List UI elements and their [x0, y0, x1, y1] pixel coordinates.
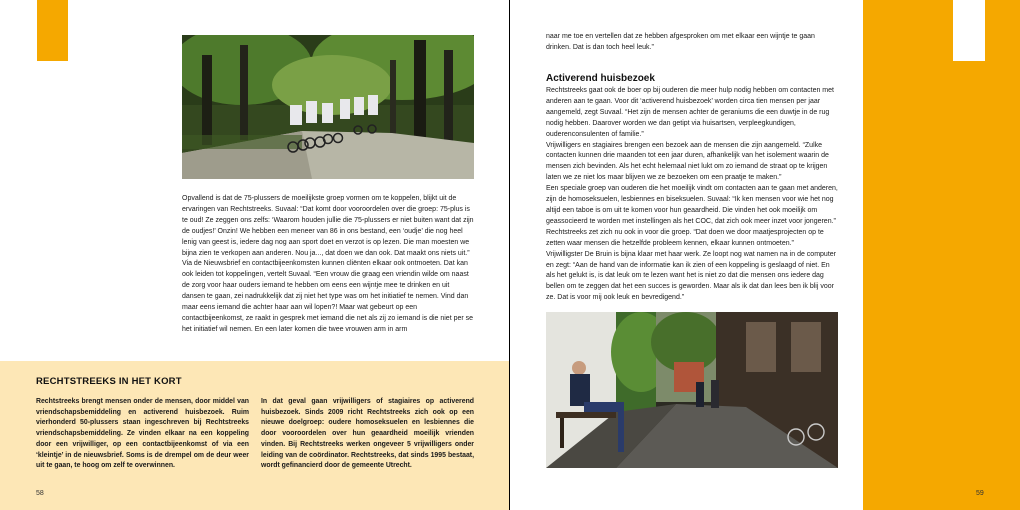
photo-cyclists-forest-road [182, 35, 474, 179]
summary-box-column-1: Rechtstreeks brengt mensen onder de mensen, door middel van vriendschapsbemiddeling en activerend huisbezoek. Ruim vierhonderd 50-plussers staan ingeschreven bij Rechtstreeks vriendschapsbemiddeling. Ze vinden elkaar na een koppeling door een vrijwilliger, op een contactbijeenkomst of via een ‘kleintje’ in de nieuwsbrief. Soms is de drempel om de deur weer uit te gaan, te hoog om zelf te overwinnen. [36, 398, 249, 470]
cyclists-photo-illustration [182, 35, 474, 179]
right-paragraph: Rechtstreeks gaat ook de boer op bij ouderen die meer hulp nodig hebben om contacten met anderen aan te gaan. Voor dit ‘activerend huisbezoek’ worden circa tien mensen per jaar aangemeld, zegt Suvaal. “Het zijn de mensen achter de geraniums die een duwtje in de rug nodig hebben. Daarover worden we dan getipt via huisartsen, verpleegkundigen, ouderenconsulenten of familie.” [546, 87, 834, 138]
street-photo-illustration [546, 312, 838, 468]
right-page [510, 0, 1020, 510]
left-page [0, 0, 509, 510]
right-top-text: naar me toe en vertellen dat ze hebben afgesproken om met elkaar een wijntje te gaan drinken. Dat is dan toch heel leuk.” [546, 33, 815, 51]
photo-man-on-bench-street [546, 312, 838, 468]
summary-box-column-2: In dat geval gaan vrijwilligers of stagiaires op activerend huisbezoek. Sinds 2009 richt Rechtstreeks zich ook op een nieuwe doelgroep: oudere homoseksuelen en lesbiennes die door vooroordelen over hun geaardheid moeilijk vrienden vinden. Bij Rechtstreeks werken ongeveer 5 vrijwilligers onder leiding van de coördinator. Rechtstreeks, dat sinds 1995 bestaat, wordt gefinancierd door de gemeente Utrecht. [261, 398, 474, 470]
right-paragraph: Vrijwilligers en stagiaires brengen een bezoek aan de mensen die zijn aangemeld. “Zulke contacten kunnen drie maanden tot een jaar duren, afhankelijk van het isolement waarin de mensen zich bevinden. Als het echt helemaal niet lukt om zo iemand de straat op te krijgen laten we ze niet los maar blijven we ze bezoeken om een praatje te maken.” [546, 141, 829, 182]
page-number-right: 59 [976, 490, 984, 497]
page-number-left: 58 [36, 490, 44, 497]
left-color-tab [37, 0, 68, 61]
left-paragraph: Opvallend is dat de 75-plussers de moeilijkste groep vormen om te koppelen, blijkt uit de ervaringen van Rechtstreeks. Suvaal: “Dat komt door vooroordelen over die groep: 75-plus is te oud! Ze zeggen ons zelfs: ‘Waarom houden jullie die 75-plussers er niet buiten want dat zijn de oudjes!’ Onzin! We hebben een meneer van 86 in ons bestand, een ‘oudje’ die nog heel lenig van geest is, iedere dag nog aan sport doet en verzot is op lezen. Die man moesten we bijna zien te verkopen aan anderen. Nou ja..., dat doen we dan ook. Dat maakt ons niets uit.” [182, 195, 474, 257]
right-color-band [863, 0, 1020, 510]
left-paragraph: Via de Nieuwsbrief en contactbijeenkomsten kunnen cliënten elkaar ook ontmoeten. Dat kan ook leiden tot koppelingen, vertelt Suvaal. “Een vrouw die graag een vriendin wilde om naast de zorg voor haar ouders iemand te hebben om eens een wijntje mee te drinken en uit dansen te gaan, zei nadrukkelijk dat zij niet het type was om het initiatief te nemen. Vind dan maar eens iemand die achter haar aan wil lopen?! Maar wat gebeurt op een contactbijeenkomst, ze raakt in gesprek met iemand die net als zij zo iemand is die niet per se het initiatief wil nemen. En een later komen die twee vrouwen arm in arm [182, 260, 474, 333]
left-body-text [182, 194, 474, 342]
right-body-text [546, 86, 838, 304]
summary-box [0, 361, 509, 510]
section-heading: Activerend huisbezoek [546, 73, 655, 84]
right-paragraph: Een speciale groep van ouderen die het moeilijk vindt om contacten aan te gaan met anderen, zijn de homoseksuelen, lesbiennes en biseksuelen. Suvaal: “Ik ken mensen voor wie het nog altijd een taboe is om uit te komen voor hun geaardheid. Die vinden het ook moeilijk om geassocieerd te worden met instellingen als het COC, dat zich ook meer inzet voor jongeren.” Rechtstreeks zet zich nu ook in voor die groep. “Dat doen we door maatjesprojecten op te zetten waar mensen die hetzelfde probleem kennen, elkaar kunnen ontmoeten.” [546, 185, 838, 247]
summary-box-title: RECHTSTREEKS IN HET KORT [36, 376, 182, 387]
right-band-notch [953, 0, 985, 61]
right-paragraph: Vrijwilligster De Bruin is bijna klaar met haar werk. Ze loopt nog wat namen na in de computer en zegt: “Aan de hand van de informatie kan ik zien of een koppeling is geslaagd of niet. En als het gelukt is, is dat leuk om te lezen want het is niet zo dat die mensen ons iedere dag bellen om te zeggen dat het een succes is geworden. Maar als ik dat dan lees ben ik blij voor ze. Dat is voor mij ook leuk en bevredigend.” [546, 250, 836, 302]
